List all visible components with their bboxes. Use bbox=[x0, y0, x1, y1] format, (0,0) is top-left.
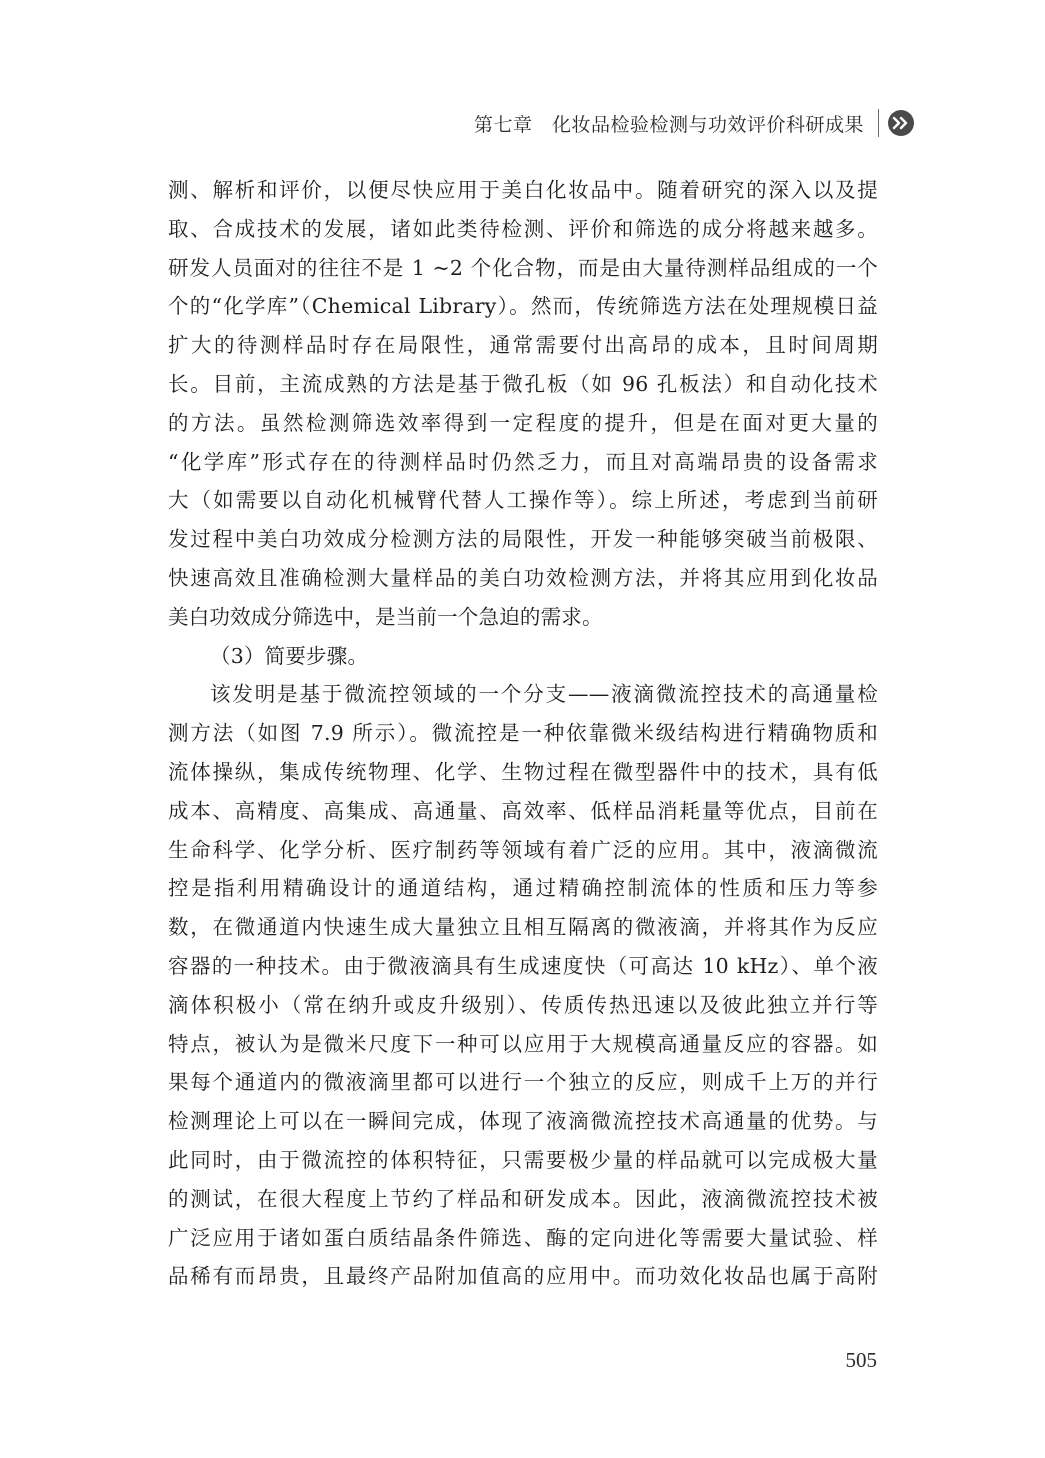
text-line: 检测理论上可以在一瞬间完成，体现了液滴微流控技术高通量的优势。与 bbox=[168, 1109, 878, 1134]
header-divider bbox=[878, 109, 879, 137]
page-number: 505 bbox=[845, 1348, 877, 1372]
text-line: 大（如需要以自动化机械臂代替人工操作等）。综上所述，考虑到当前研 bbox=[168, 488, 878, 513]
text-line: 广泛应用于诸如蛋白质结晶条件筛选、酶的定向进化等需要大量试验、样 bbox=[168, 1225, 878, 1250]
text-line: 美白功效成分筛选中，是当前一个急迫的需求。 bbox=[168, 604, 603, 629]
text-line: 的测试，在很大程度上节约了样品和研发成本。因此，液滴微流控技术被 bbox=[168, 1186, 878, 1211]
text-line: 生命科学、化学分析、医疗制药等领域有着广泛的应用。其中，液滴微流 bbox=[168, 837, 878, 862]
text-line: 数，在微通道内快速生成大量独立且相互隔离的微液滴，并将其作为反应 bbox=[168, 915, 878, 940]
section-heading: （3）简要步骤。 bbox=[210, 643, 369, 668]
text-line: 取、合成技术的发展，诸如此类待检测、评价和筛选的成分将越来越多。 bbox=[168, 216, 878, 241]
running-header bbox=[474, 106, 914, 140]
text-line: 特点，被认为是微米尺度下一种可以应用于大规模高通量反应的容器。如 bbox=[168, 1031, 878, 1056]
text-line: 流体操纵，集成传统物理、化学、生物过程在微型器件中的技术，具有低 bbox=[168, 759, 878, 784]
text-line: 控是指利用精确设计的通道结构，通过精确控制流体的性质和压力等参 bbox=[168, 876, 878, 901]
text-line: 个的“化学库”（Chemical Library）。然而，传统筛选方法在处理规模日益 bbox=[168, 294, 878, 319]
chapter-title: 第七章 化妆品检验检测与功效评价科研成果 bbox=[473, 113, 864, 136]
text-line: 测、解析和评价，以便尽快应用于美白化妆品中。随着研究的深入以及提 bbox=[168, 178, 878, 202]
text-line: 品稀有而昂贵，且最终产品附加值高的应用中。而功效化妆品也属于高附 bbox=[168, 1264, 878, 1289]
text-line: 此同时，由于微流控的体积特征，只需要极少量的样品就可以完成极大量 bbox=[168, 1147, 878, 1172]
text-line: 扩大的待测样品时存在局限性，通常需要付出高昂的成本，且时间周期 bbox=[168, 333, 878, 358]
text-line: 发过程中美白功效成分检测方法的局限性，开发一种能够突破当前极限、 bbox=[168, 527, 878, 552]
text-line: 果每个通道内的微液滴里都可以进行一个独立的反应，则成千上万的并行 bbox=[168, 1070, 878, 1095]
text-line: 研发人员面对的往往不是 1 ~2 个化合物，而是由大量待测样品组成的一个 bbox=[168, 255, 878, 280]
text-line: 长。目前，主流成熟的方法是基于微孔板（如 96 孔板法）和自动化技术 bbox=[168, 371, 878, 396]
text-line: 该发明是基于微流控领域的一个分支——液滴微流控技术的高通量检 bbox=[210, 682, 878, 707]
text-line: 滴体积极小（常在纳升或皮升级别）、传质传热迅速以及彼此独立并行等 bbox=[168, 992, 878, 1017]
text-line: “化学库”形式存在的待测样品时仍然乏力，而且对高端昂贵的设备需求 bbox=[168, 449, 878, 474]
text-line: 快速高效且准确检测大量样品的美白功效检测方法，并将其应用到化妆品 bbox=[168, 565, 878, 590]
text-line: 测方法（如图 7.9 所示）。微流控是一种依靠微米级结构进行精确物质和 bbox=[168, 721, 878, 746]
body-text bbox=[168, 171, 878, 1296]
text-line: 成本、高精度、高集成、高通量、高效率、低样品消耗量等优点，目前在 bbox=[168, 798, 878, 823]
double-chevron-right-icon bbox=[888, 110, 914, 136]
text-line: 容器的一种技术。由于微液滴具有生成速度快（可高达 10 kHz）、单个液 bbox=[168, 953, 878, 978]
text-line: 的方法。虽然检测筛选效率得到一定程度的提升，但是在面对更大量的 bbox=[168, 410, 878, 435]
